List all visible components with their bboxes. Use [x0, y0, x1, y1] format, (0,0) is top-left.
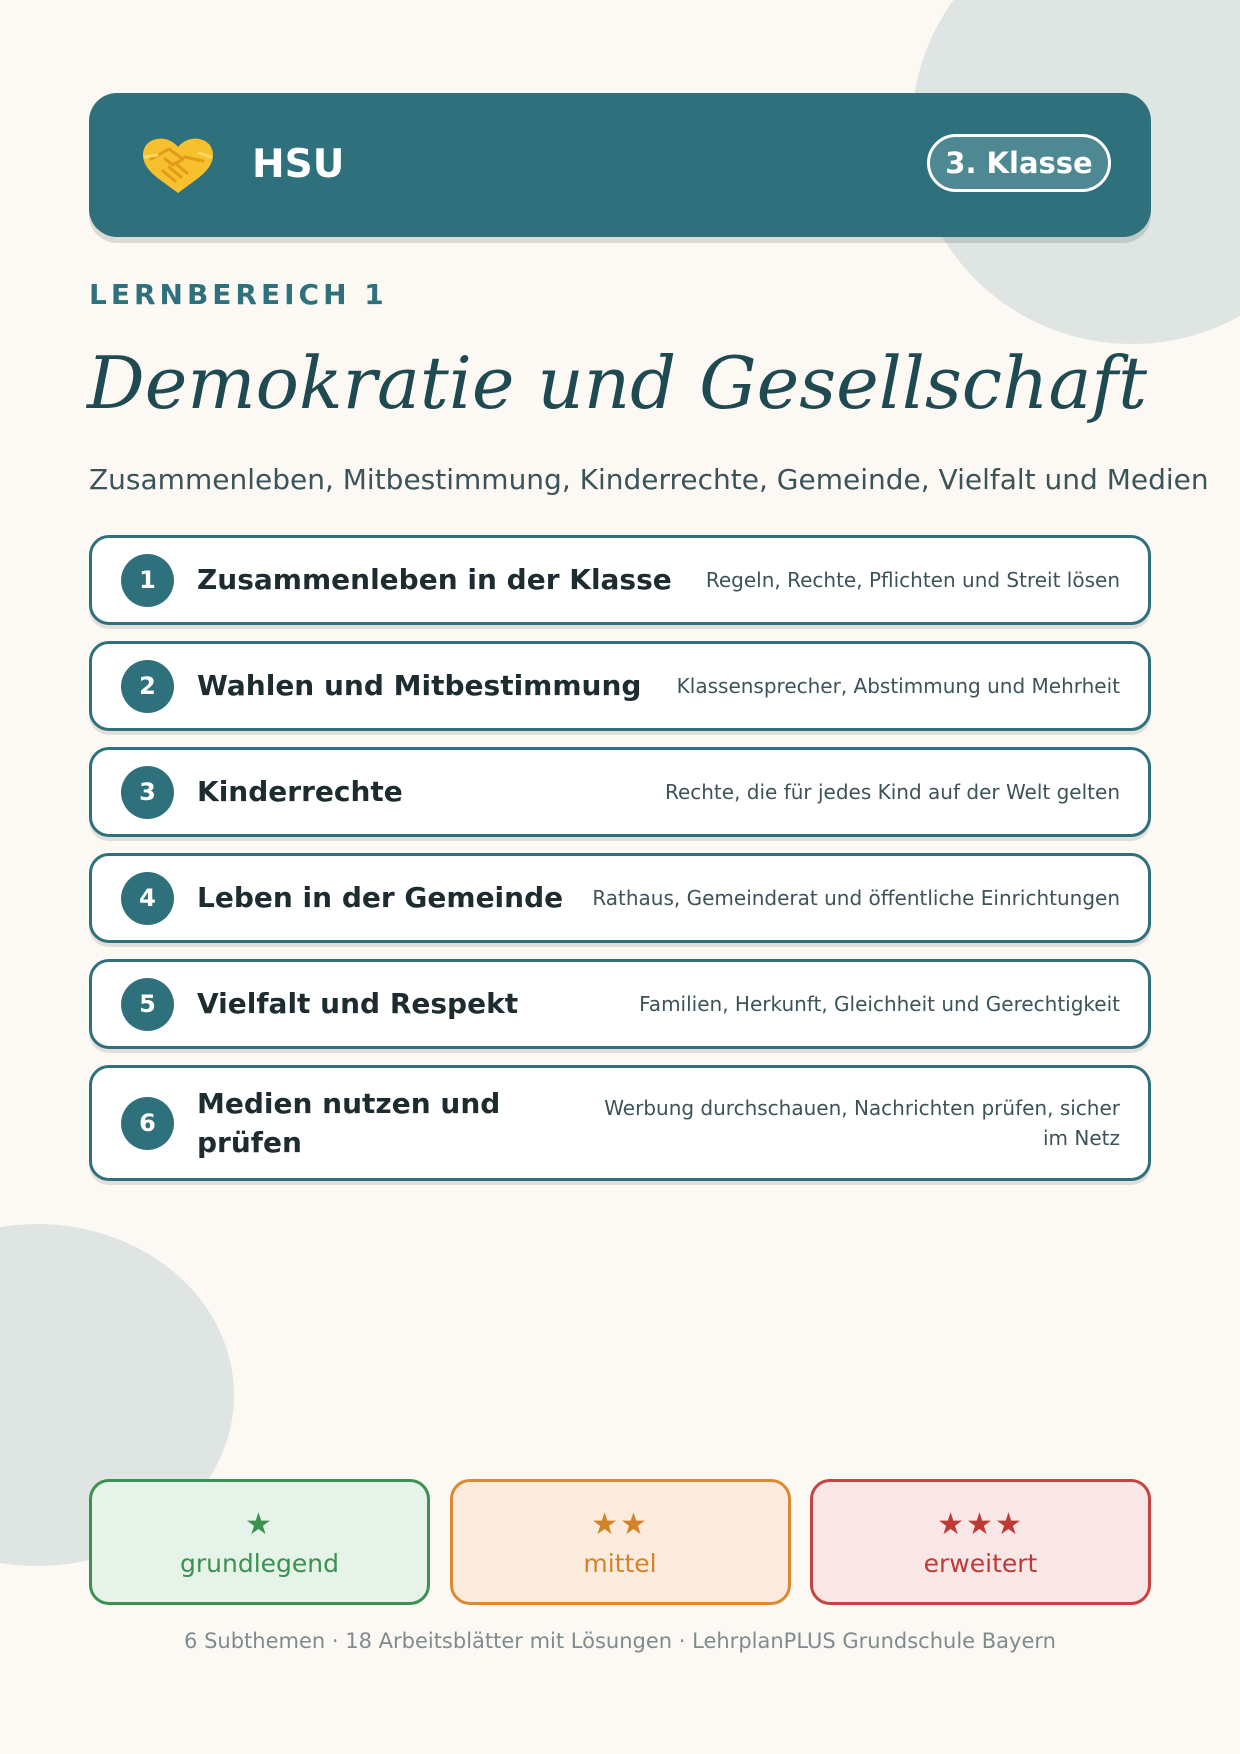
footer-note: 6 Subthemen · 18 Arbeitsblätter mit Lösungen · LehrplanPLUS Grundschule Bayern — [184, 1629, 1056, 1653]
level-medium — [450, 1479, 791, 1605]
level-basic — [89, 1479, 430, 1605]
level-label: erweitert — [923, 1548, 1038, 1578]
topic-number: 3 — [121, 766, 174, 819]
topic-description: Regeln, Rechte, Pflichten und Streit lösen — [705, 568, 1120, 592]
star-icon: ★★★ — [937, 1506, 1024, 1542]
topic-description: Rathaus, Gemeinderat und öffentliche Einrichtungen — [592, 886, 1120, 910]
topic-title: Medien nutzen und prüfen — [197, 1086, 501, 1159]
topic-number: 1 — [121, 554, 174, 607]
star-icon: ★★ — [591, 1506, 649, 1542]
page-subtitle: Zusammenleben, Mitbestimmung, Kinderrechte, Gemeinde, Vielfalt und Medien — [89, 463, 1209, 496]
topic-title: Leben in der Gemeinde — [197, 881, 564, 915]
topic-title: Wahlen und Mitbestimmung — [197, 669, 642, 703]
header-banner — [89, 93, 1151, 237]
topic-title: Vielfalt und Respekt — [197, 987, 519, 1021]
topic-title: Kinderrechte — [197, 775, 403, 809]
topic-number: 6 — [121, 1097, 174, 1150]
handshake-icon — [139, 135, 217, 197]
topic-card — [89, 959, 1151, 1049]
topic-number: 5 — [121, 978, 174, 1031]
topic-number: 4 — [121, 872, 174, 925]
topic-card — [89, 1065, 1151, 1181]
level-label: grundlegend — [180, 1548, 339, 1578]
topic-description: Familien, Herkunft, Gleichheit und Gerechtigkeit — [639, 992, 1120, 1016]
topic-card — [89, 747, 1151, 837]
topic-description: Klassensprecher, Abstimmung und Mehrheit — [676, 674, 1120, 698]
topic-card — [89, 853, 1151, 943]
grade-badge: 3. Klasse — [927, 134, 1111, 192]
page-title: Demokratie und Gesellschaft — [87, 341, 1147, 425]
topic-card — [89, 535, 1151, 625]
topic-number: 2 — [121, 660, 174, 713]
topic-description: Werbung durchschauen, Nachrichten prüfen, sicher im Netz — [604, 1096, 1120, 1150]
section-kicker: LERNBEREICH 1 — [89, 278, 388, 311]
topic-card — [89, 641, 1151, 731]
level-advanced — [810, 1479, 1151, 1605]
subject-label: HSU — [252, 142, 345, 187]
level-label: mittel — [583, 1548, 657, 1578]
topic-description: Rechte, die für jedes Kind auf der Welt gelten — [664, 780, 1120, 804]
topic-list — [89, 535, 1151, 1197]
topic-title: Zusammenleben in der Klasse — [197, 563, 672, 597]
difficulty-legend — [89, 1479, 1151, 1605]
star-icon: ★ — [245, 1506, 274, 1542]
